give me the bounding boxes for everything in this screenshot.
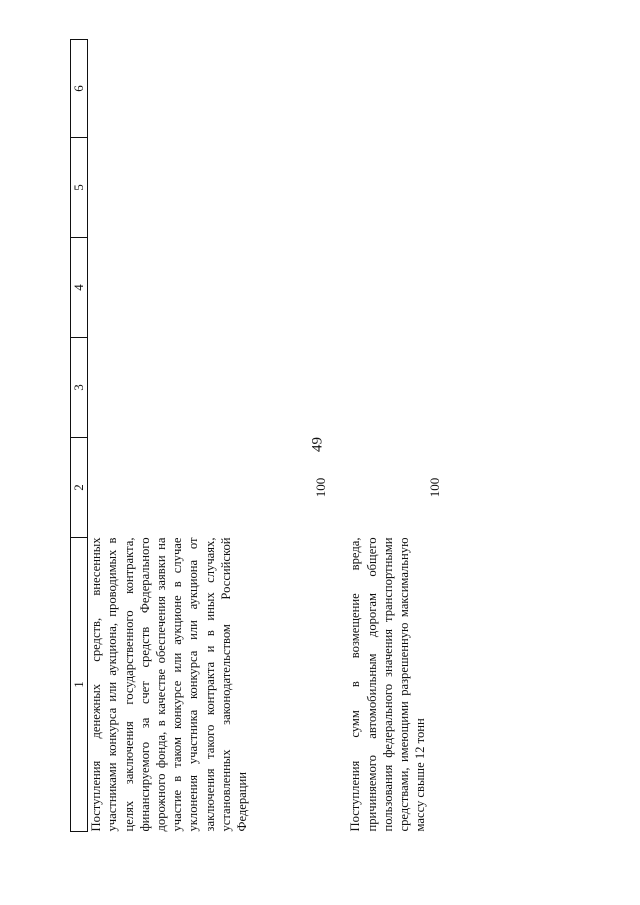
header-col-1: 1 (71, 538, 88, 832)
table-header-row (71, 40, 88, 832)
row-gap (329, 40, 347, 832)
header-col-2: 2 (71, 438, 88, 538)
revenue-table (70, 39, 444, 832)
header-col-4: 4 (71, 238, 88, 338)
row-2-description: Поступления сумм в возмещение вреда, причиняемого автомобильным дорогам общего пользования федерального значения транспортными средствами, имеющими разрешенную максимальную массу свыше 12 тонн (348, 537, 428, 832)
rotated-table-container (70, 40, 630, 832)
header-col-5: 5 (71, 138, 88, 238)
header-col-6: 6 (71, 40, 88, 138)
row-2-col-2: 100 (427, 477, 443, 498)
header-col-3: 3 (71, 338, 88, 438)
table-row (88, 40, 330, 832)
page-number: 49 (309, 437, 326, 452)
row-1-description: Поступления денежных средств, внесенных участниками конкурса или аукциона, проводимых в целях заключения государственного контракта, финансируемого за счет средств Федерального дорожного фонда, в качестве обеспечения заявки на участие в таком конкурсе или аукционе в случае уклонения участника конкурса или аукциона от заключения такого контракта и в иных случаях, установленных законодательством Российской Федерации (89, 537, 250, 832)
row-1-col-2: 100 (313, 477, 329, 498)
table-row (347, 40, 443, 832)
